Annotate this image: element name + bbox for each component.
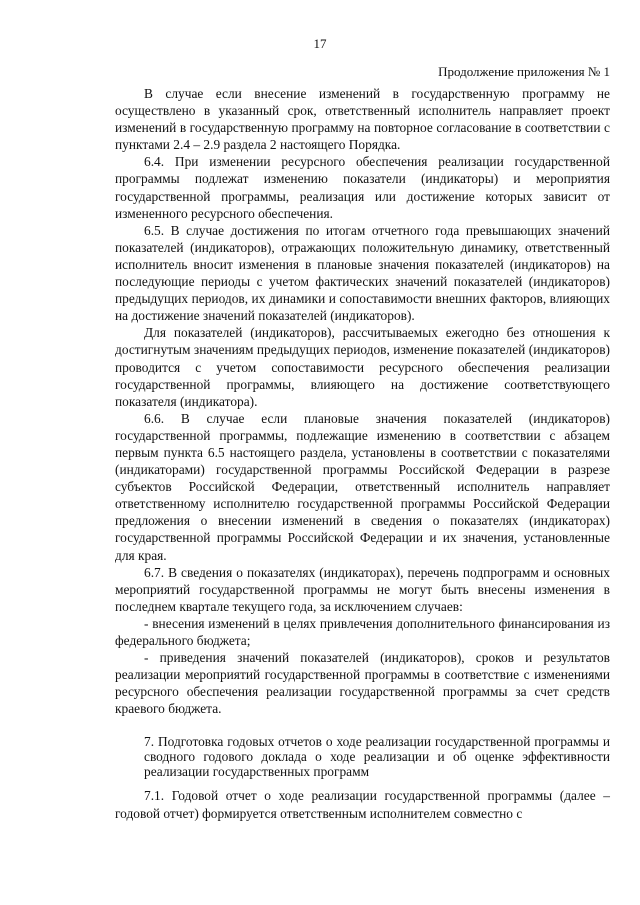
section-number: 7. <box>144 734 155 750</box>
list-item-federal-funding: - внесения изменений в целях привлечения дополнительного финансирования из федерального бюджета; <box>115 615 610 648</box>
paragraph-6-6: 6.6. В случае если плановые значения показателей (индикаторов) государственной программы, подлежащие изменению в соответствии с абзацем первым пункта 6.5 настоящего раздела, установлены в соответствии с показателями (индикаторами) государственной программы Российской Федерации в разрезе субъектов Российской Федерации, ответственный исполнитель направляет ответственному исполнителю государственной программы Российской Федерации предложения о внесении изменений в сведения о показателях (индикаторах) государственной программы Российской Федерации и их значения, установленные для края. <box>115 410 610 563</box>
section-title: Подготовка годовых отчетов о ходе реализации государственной программы и сводного годового доклада о ходе реализации и об оценке эффективности реализации государственных программ <box>144 734 610 780</box>
section-heading-7 <box>115 734 610 779</box>
paragraph-annual-indicators: Для показателей (индикаторов), рассчитываемых ежегодно без отношения к достигнутым значениям предыдущих периодов, изменение показателей (индикаторов) проводится с учетом сопоставимости ресурсного обеспечения реализации государственной программы, влияющего на достижение соответствующего показателя (индикатора). <box>115 325 610 409</box>
paragraph-7-1: 7.1. Годовой отчет о ходе реализации государственной программы (далее – годовой отчет) формируется ответственным исполнителем совместно с <box>115 788 610 821</box>
document-body <box>115 85 610 822</box>
page-number: 17 <box>313 36 327 51</box>
paragraph-6-7: 6.7. В сведения о показателях (индикаторах), перечень подпрограмм и основных мероприятий государственной программы не могут быть внесены изменения в последнем квартале текущего года, за исключением случаев: <box>115 564 610 614</box>
list-item-regional-budget: - приведения значений показателей (индикаторов), сроков и результатов реализации мероприятий государственной программы в соответствие с изменениями ресурсного обеспечения реализации государственной программы за счет средств краевого бюджета. <box>115 650 610 717</box>
paragraph-6-5: 6.5. В случае достижения по итогам отчетного года превышающих значений показателей (индикаторов), отражающих положительную динамику, ответственный исполнитель вносит изменения в плановые значения показателей (индикаторов) на последующие периоды с учетом фактических значений показателей (индикаторов) предыдущих периодов, их динамики и сопоставимости внешних факторов, влияющих на достижение значений показателей (индикаторов). <box>115 222 610 324</box>
appendix-continuation-note: Продолжение приложения № 1 <box>438 64 610 79</box>
paragraph-6-4: 6.4. При изменении ресурсного обеспечения реализации государственной программы подлежат изменению показатели (индикаторы) и мероприятия государственной программы, реализация или достижение которых зависит от измененного ресурсного обеспечения. <box>115 154 610 221</box>
paragraph-resubmission: В случае если внесение изменений в государственную программу не осуществлено в указанный срок, ответственный исполнитель направляет проект изменений в государственную программу на повторное согласование в соответствии с пунктами 2.4 – 2.9 раздела 2 настоящего Порядка. <box>115 86 610 153</box>
